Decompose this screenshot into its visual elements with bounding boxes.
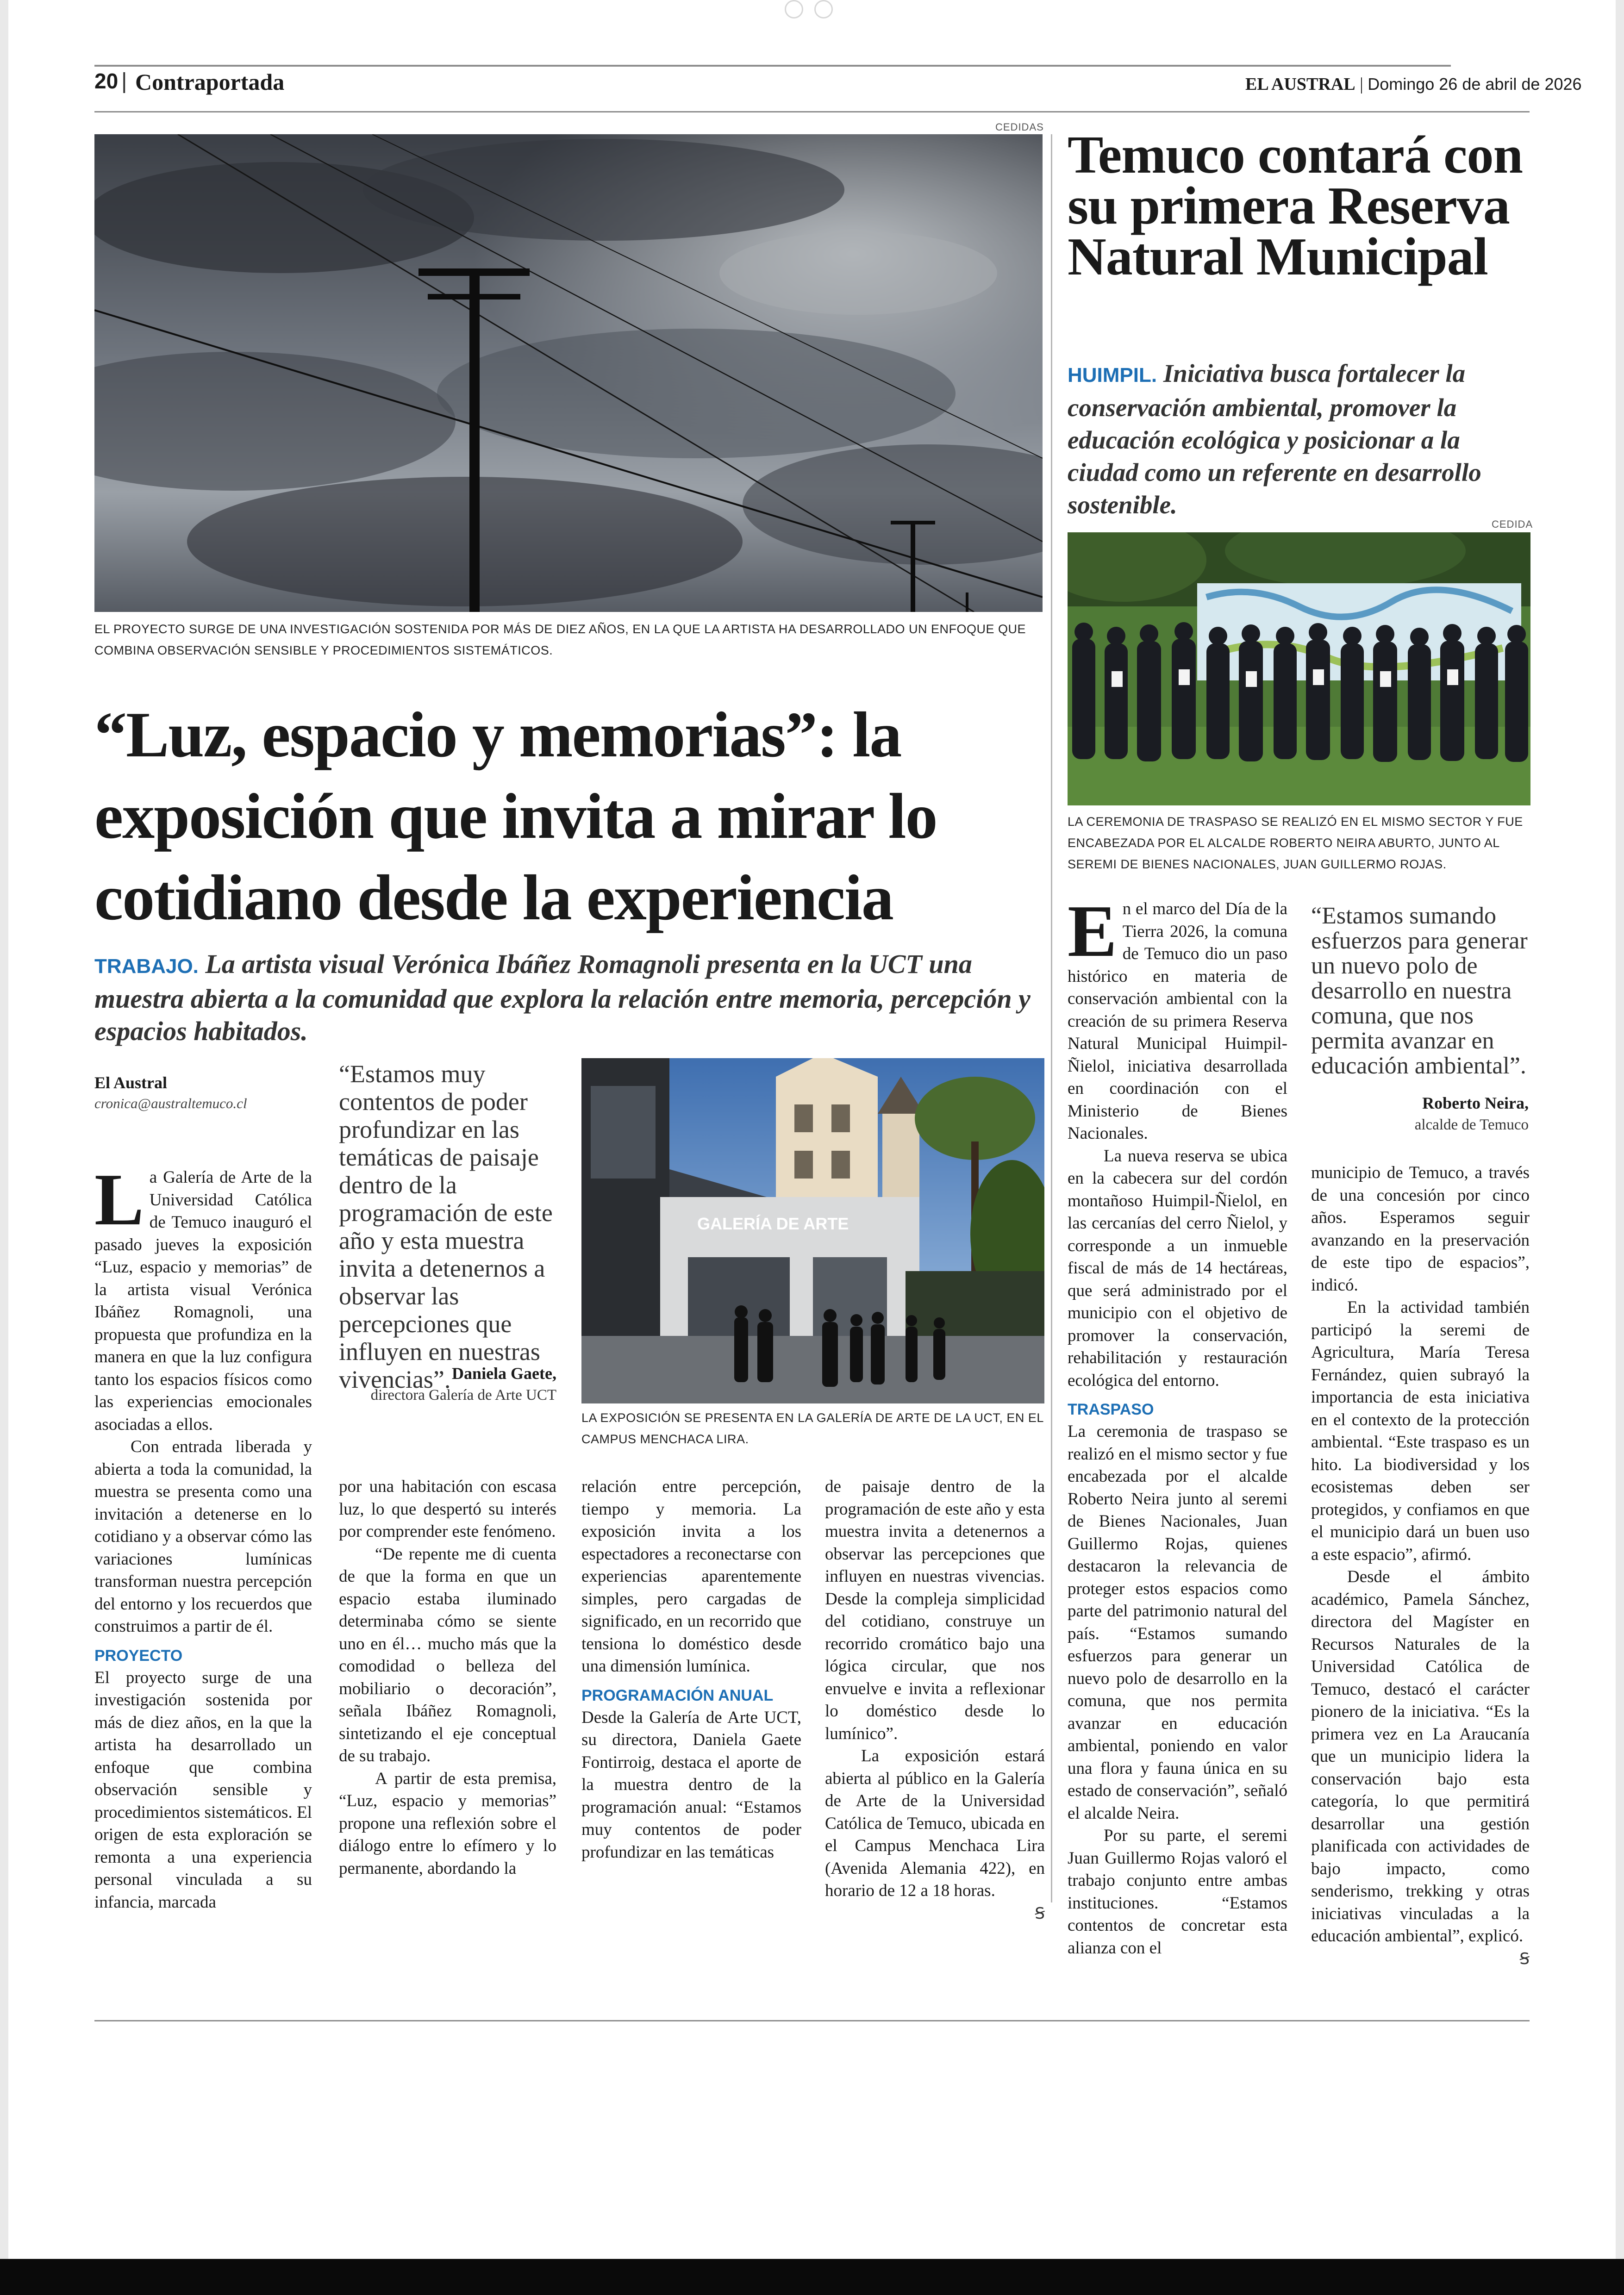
header-bottom-rule xyxy=(94,111,1530,112)
masthead: EL AUSTRAL | Domingo 26 de abril de 2026 xyxy=(1245,75,1582,94)
photo-credit: CEDIDAS xyxy=(995,121,1044,133)
main-col1-p1: a Galería de Arte de la Universidad Católica de Temuco inauguró el pasado jueves la exposición “Luz, espacio y memorias” de la artista visual Verónica Ibáñez Romagnoli, una propuesta que profundiza en la manera en que la luz configura tanto los espacios físicos como las experiencias emocionales asociadas a ellos. xyxy=(94,1168,312,1434)
side-deck xyxy=(1068,357,1530,521)
page-indicator xyxy=(785,0,833,19)
gallery-photo xyxy=(581,1058,1044,1403)
subhead-programacion: PROGRAMACIÓN ANUAL xyxy=(581,1686,774,1704)
main-photo-storm-sky xyxy=(94,134,1043,612)
main-deck xyxy=(94,948,1048,1048)
main-col-2 xyxy=(339,1476,556,1880)
side-pull-quote: “Estamos sumando esfuerzos para generar un nuevo polo de desarrollo en nuestra comuna, que nos permita avanzar en educación ambiental”. xyxy=(1311,903,1528,1079)
side-colB-p2: En la actividad también participó la seremi de Agricultura, María Teresa Fernández, quien subrayó la importancia de esta iniciativa en el contexto de la protección ambiental. “Este traspaso es un hito. La biodiversidad y los ecosistemas deben ser protegidos, y confiamos en que el municipio dará un buen uso a este espacio”, afirmó. xyxy=(1311,1298,1530,1564)
issue-date: Domingo 26 de abril de 2026 xyxy=(1368,75,1582,94)
side-colB-p3: Desde el ámbito académico, Pamela Sánchez, directora del Magíster en Recursos Naturales de la Universidad Católica de Temuco, destacó el carácter pionero de la iniciativa. “Es la primera vez en La Araucanía que un municipio lidera la conservación bajo esta categoría, lo que permitirá desarrollar una gestión planificada con actividades de bajo impacto, como senderismo, trekking y otras iniciativas vinculadas a la educación ambiental”, explicó. xyxy=(1311,1567,1530,1946)
main-end-mark: Ꞩ xyxy=(1035,1905,1045,1922)
byline-email[interactable]: cronica@australtemuco.cl xyxy=(94,1095,247,1111)
side-end-mark: Ꞩ xyxy=(1519,1950,1530,1968)
side-colA-p2: La nueva reserva se ubica en la cabecera sur del cordón montañoso Huimpil-Ñielol, en las cercanías del cerro Ñielol, y corresponde a un inmueble fiscal de más de 14 hectáreas, que será administrado por el municipio con el objetivo de promover la conservación, rehabilitación y restauración ecológica del entorno. xyxy=(1068,1146,1287,1390)
masthead-name: EL AUSTRAL xyxy=(1245,75,1355,94)
side-col-b xyxy=(1311,1162,1530,1971)
side-headline: Temuco contará con su primera Reserva Natural Municipal xyxy=(1068,125,1523,287)
subhead-proyecto: PROYECTO xyxy=(94,1646,183,1665)
side-colA-p3: La ceremonia de traspaso se realizó en el mismo sector y fue encabezada por el alcalde Roberto Neira junto al seremi de Bienes Nacionales, Juan Guillermo Rojas, quienes destacaron la relevancia de proteger estos espacios como parte del patrimonio natural del país. “Estamos sumando esfuerzos para generar un nuevo polo de desarrollo en la comuna, que nos permita avanzar en educación ambiental, poniendo en valor una flora y fauna única en su estado de conservación”, señaló el alcalde Neira. xyxy=(1068,1422,1287,1823)
side-col-a xyxy=(1068,890,1287,1959)
side-colB-p1: municipio de Temuco, a través de una concesión por cinco años. Esperamos seguir avanzando en la preservación de este tipo de espacios”, indicó. xyxy=(1311,1163,1530,1295)
viewer-bottom-bar xyxy=(0,2259,1624,2295)
main-photo-caption: EL PROYECTO SURGE DE UNA INVESTIGACIÓN SOSTENIDA POR MÁS DE DIEZ AÑOS, EN LA QUE LA ARTISTA HA DESARROLLADO UN ENFOQUE QUE COMBINA OBSERVACIÓN SENSIBLE Y PROCEDIMIENTOS SISTEMÁTICOS. xyxy=(94,622,1026,657)
main-headline: “Luz, espacio y memorias”: la exposición que invita a mirar lo cotidiano desde la experiencia xyxy=(94,699,937,934)
ceremony-photo xyxy=(1068,532,1530,805)
column-divider xyxy=(1051,134,1052,1902)
footer-rule xyxy=(94,2020,1530,2021)
main-pull-quote: “Estamos muy contentos de poder profundizar en las temáticas de paisaje dentro de la programación de este año y esta muestra invita a detenernos a observar las percepciones que influyen en nuestras vivencias”. xyxy=(339,1060,553,1393)
side-photo-credit: CEDIDA xyxy=(1492,518,1533,530)
page-left-edge xyxy=(0,0,8,2295)
page-number: 20 xyxy=(94,69,119,93)
main-col-3 xyxy=(581,1476,801,1864)
main-col2-p2: “De repente me di cuenta de que la forma en que un espacio estaba iluminado determinaba cómo se siente uno en él… mucho más que la comodidad o belleza del mobiliario o decoración”, señala Ibáñez Romagnoli, sintetizando el eje conceptual de su trabajo. xyxy=(339,1544,556,1765)
gallery-photo-caption: LA EXPOSICIÓN SE PRESENTA EN LA GALERÍA DE ARTE DE LA UCT, EN EL CAMPUS MENCHACA LIRA. xyxy=(581,1411,1043,1446)
main-pull-name: Daniela Gaete, xyxy=(452,1364,556,1383)
main-col4-p2: La exposición estará abierta al público en la Galería de Arte de la Universidad Católica de Temuco, ubicada en el Campus Menchaca Lira (Avenida Alemania 422), en horario de 12 a 18 horas. xyxy=(825,1746,1045,1900)
page-right-edge xyxy=(1616,0,1624,2295)
main-col1-p3: El proyecto surge de una investigación sostenida por más de diez años, en la que la artista ha desarrollado un enfoque que combina observación sensible y procedimientos sistemáticos. El origen de esta exploración se remonta a una experiencia personal vinculada a su infancia, marcada xyxy=(94,1668,312,1912)
main-col-4 xyxy=(825,1476,1045,1925)
header-separator: | xyxy=(121,69,127,94)
ceremony-photo-caption: LA CEREMONIA DE TRASPASO SE REALIZÓ EN EL MISMO SECTOR Y FUE ENCABEZADA POR EL ALCALDE ROBERTO NEIRA ABURTO, JUNTO AL SEREMI DE BIENES NACIONALES, JUAN GUILLERMO ROJAS. xyxy=(1068,815,1523,871)
main-col3-p1: relación entre percepción, tiempo y memoria. La exposición invita a los espectadores a reconectarse con experiencias aparentemente simples, pero cargadas de significado, en un recorrido que tensiona lo doméstico desde una dimensión lumínica. xyxy=(581,1477,801,1676)
gallery-sign: GALERÍA DE ARTE xyxy=(697,1214,849,1233)
side-dropcap: E xyxy=(1068,890,1117,972)
side-deck-text: Iniciativa busca fortalecer la conservación ambiental, promover la educación ecológica y posicionar a la ciudad como un referente en desarrollo sostenible. xyxy=(1068,359,1481,519)
main-deck-text: La artista visual Verónica Ibáñez Romagnoli presenta en la UCT una muestra abierta a la comunidad que explora la relación entre memoria, percepción y espacios habitados. xyxy=(94,949,1031,1046)
main-col1-p2: Con entrada liberada y abierta a toda la comunidad, la muestra se presenta como una invitación a detenerse en lo cotidiano y a observar cómo las variaciones lumínicas transforman nuestra percepción del entorno y los recuerdos que construimos a partir de él. xyxy=(94,1437,312,1636)
main-kicker: TRABAJO. xyxy=(94,955,199,978)
page-dot[interactable] xyxy=(814,0,833,19)
byline-name: El Austral xyxy=(94,1073,168,1092)
main-col2-p1: por una habitación con escasa luz, lo que despertó su interés por comprender este fenómeno. xyxy=(339,1477,556,1541)
side-colA-p1: n el marco del Día de la Tierra 2026, la comuna de Temuco dio un paso histórico en materia de conservación ambiental con la creación de su primera Reserva Natural Municipal Huimpil-Ñielol, iniciativa desarrollada en coordinación con el Ministerio de Bienes Nacionales. xyxy=(1068,899,1287,1143)
header-top-rule xyxy=(94,65,1451,67)
side-pull-name: Roberto Neira, xyxy=(1422,1094,1529,1112)
main-col4-p1: de paisaje dentro de la programación de este año y esta muestra invita a detenernos a observar las percepciones que influyen en nuestras vivencias. Desde la compleja simplicidad del cotidiano, construye un recorrido cromático bajo una lógica circular, que nos envuelve e invita a reflexionar lo doméstico desde lo lumínico”. xyxy=(825,1477,1045,1743)
page-dot[interactable] xyxy=(785,0,803,19)
main-col3-p2: Desde la Galería de Arte UCT, su directora, Daniela Gaete Fontirroig, destaca el aporte de la muestra dentro de la programación anual: “Estamos muy contentos de poder profundizar en las temáticas xyxy=(581,1708,801,1862)
section-title: Contraportada xyxy=(135,69,285,95)
main-pull-role: directora Galería de Arte UCT xyxy=(370,1387,556,1403)
side-pull-role: alcalde de Temuco xyxy=(1414,1116,1529,1133)
subhead-traspaso: TRASPASO xyxy=(1068,1401,1154,1418)
side-kicker: HUIMPIL. xyxy=(1068,364,1157,387)
main-col-1 xyxy=(94,1158,312,1914)
main-dropcap: L xyxy=(94,1158,144,1241)
main-col2-p3: A partir de esta premisa, “Luz, espacio y memorias” propone una reflexión sobre el diálogo entre lo efímero y lo permanente, abordando la xyxy=(339,1769,556,1878)
side-colA-p4: Por su parte, el seremi Juan Guillermo Rojas valoró el trabajo conjunto entre ambas instituciones. “Estamos contentos de concretar esta alianza con el xyxy=(1068,1826,1287,1958)
